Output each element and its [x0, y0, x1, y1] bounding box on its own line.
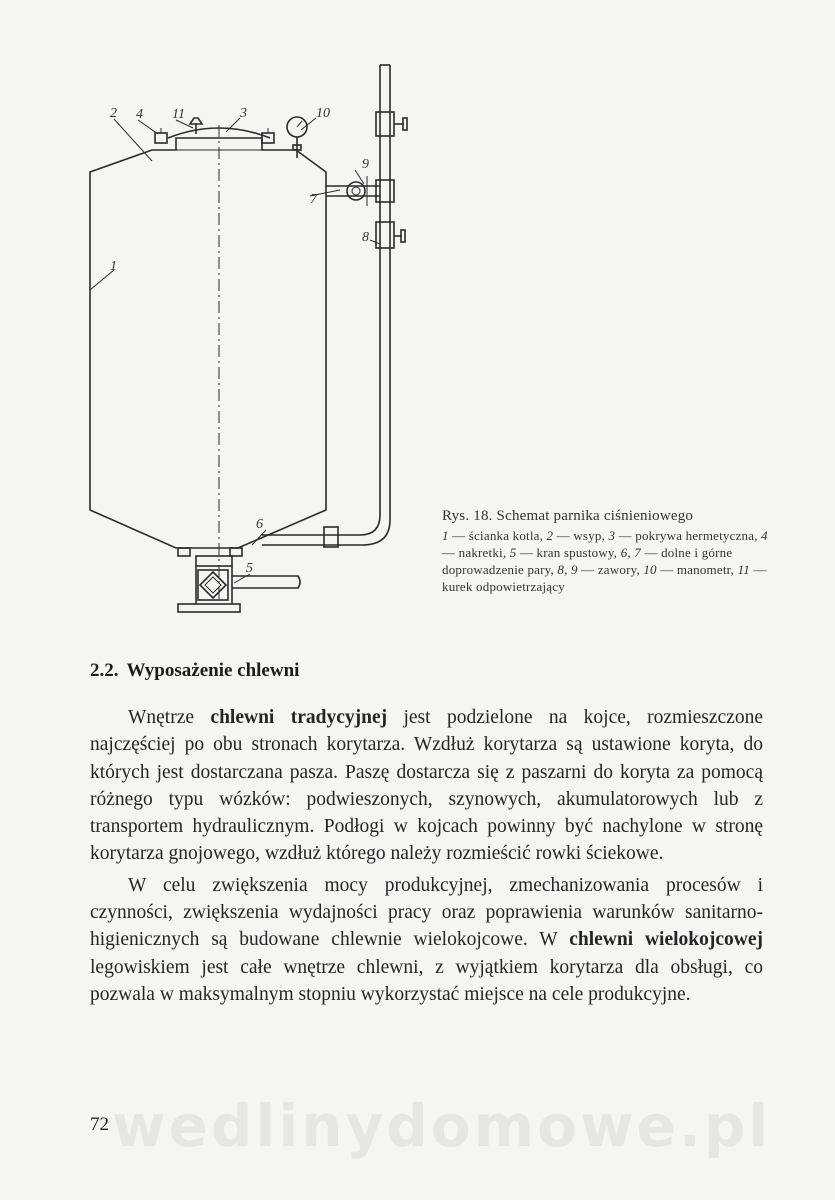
label-6: 6 — [256, 517, 263, 532]
valve-9 — [347, 176, 367, 206]
label-4: 4 — [136, 107, 143, 122]
valve-top — [394, 118, 407, 130]
label-3: 3 — [240, 106, 247, 121]
steam-pipe — [262, 65, 394, 547]
body-text — [90, 704, 763, 1012]
section-heading — [90, 660, 299, 682]
caption-title: Rys. 18. Schemat parnika ciśnieniowego — [442, 508, 694, 524]
label-11: 11 — [172, 107, 185, 122]
caption-items: 1 — ścianka kotla, 2 — wsyp, 3 — pokrywa hermetyczna, 4 — nakretki, 5 — kran spustowy, 6, 7 — dolne i górne doprowadzenie pary, 8, 9 — zawory, 10 — manometr, 11 — kurek odpowietrzający — [442, 528, 768, 594]
valve-8 — [394, 230, 405, 242]
paragraph-2: W celu zwiększenia mocy produkcyjnej, zmechanizowania procesów i czynności, zwiększenia wydajności pracy oraz poprawienia warunków sanitarno-higienicznych są budowane chlewnie wielokojcowe. W chlewni wielokojcowej legowiskiem jest całe wnętrze chlewni, z wyjątkiem korytarza dla obsługi, co pozwala w maksymalnym stopniu wykorzystać miejsce na cele produkcyjne. — [90, 874, 763, 1005]
label-9: 9 — [362, 157, 369, 172]
figure-caption — [442, 508, 772, 595]
nut-left — [155, 128, 167, 143]
paragraph-1: Wnętrze chlewni tradycyjnej jest podzielone na kojce, rozmieszczone najczęściej po obu stronach korytarza. Wzdłuż korytarza są ustawione koryta, do których jest dostarczana pasza. Paszę dostarcza się z paszarni do koryta za pomocą różnego typu wózków: podwieszonych, szynowych, akumulatorowych lub z transportem hydraulicznym. Podłogi w kojcach powinny być nachylone w stronę korytarza gnojowego, wzdłuż którego należy rozmieścić rowki ściekowe. — [90, 707, 763, 865]
section-number: 2.2. — [90, 660, 119, 681]
page-number: 72 — [90, 1114, 109, 1135]
manometer — [287, 117, 307, 158]
label-5: 5 — [246, 561, 253, 576]
tank-wall — [90, 138, 326, 548]
leader-lines — [90, 118, 380, 583]
label-7: 7 — [310, 192, 317, 207]
label-1: 1 — [110, 259, 117, 274]
label-10: 10 — [316, 106, 330, 121]
watermark: wedlinydomowe.pl — [112, 1092, 772, 1160]
label-2: 2 — [110, 106, 117, 121]
section-title: Wyposażenie chlewni — [126, 660, 300, 681]
label-8: 8 — [362, 230, 369, 245]
